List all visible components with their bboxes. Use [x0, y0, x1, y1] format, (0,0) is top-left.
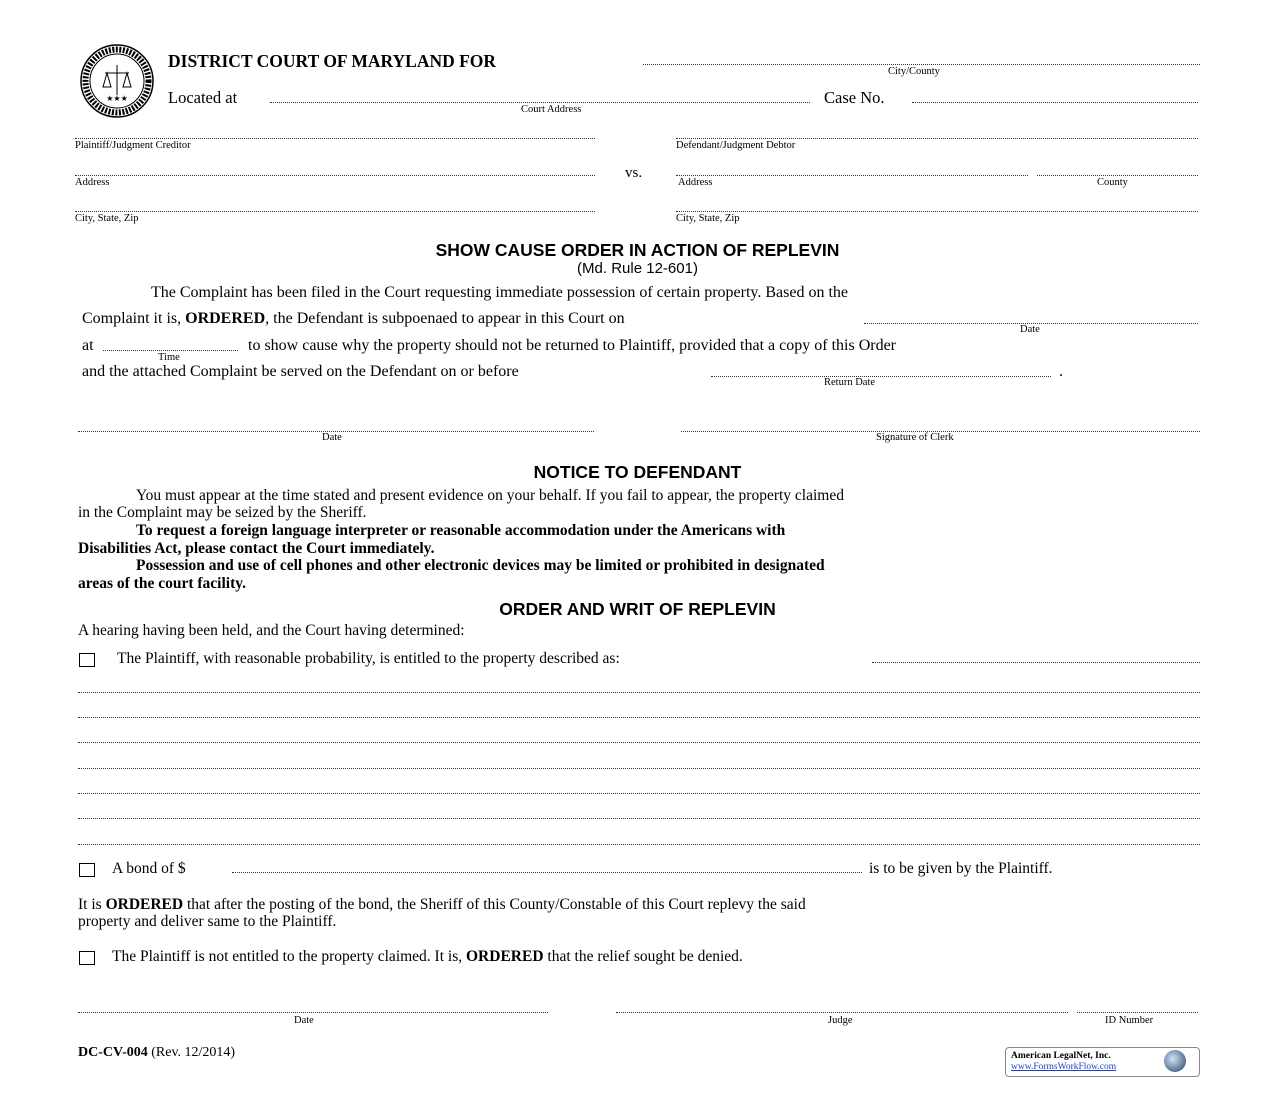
order-text-line: and the attached Complaint be served on the Defendant on or before [82, 363, 519, 380]
entitled-checkbox[interactable] [79, 653, 95, 667]
globe-icon [1164, 1050, 1186, 1072]
case-no-label: Case No. [824, 88, 885, 107]
judge-label: Judge [828, 1015, 853, 1026]
plaintiff-city-label: City, State, Zip [75, 213, 139, 224]
date-label: Date [1020, 324, 1040, 335]
notice-text: You must appear at the time stated and present evidence on your behalf. If you fail to appear, the property claimed [136, 487, 844, 504]
vendor-name: American LegalNet, Inc. [1011, 1051, 1111, 1061]
notice-text: Disabilities Act, please contact the Court immediately. [78, 540, 435, 557]
order-text-line: to show cause why the property should not be returned to Plaintiff, provided that a copy of this Order [248, 337, 897, 354]
plaintiff-address-field[interactable] [75, 175, 595, 176]
writ-intro: A hearing having been held, and the Court having determined: [78, 622, 465, 639]
return-date-label: Return Date [824, 377, 876, 388]
rule-reference: (Md. Rule 12-601) [577, 260, 698, 277]
case-no-field[interactable] [912, 102, 1198, 103]
text: Complaint it is, [82, 310, 186, 327]
plaintiff-address-label: Address [75, 177, 110, 188]
id-number-label: ID Number [1105, 1015, 1154, 1026]
order-text-line: The Complaint has been filed in the Court requesting immediate possession of certain property. Based on the [151, 284, 849, 301]
return-date-field[interactable] [711, 376, 1051, 377]
bond-label: A bond of $ [112, 860, 186, 877]
notice-text: areas of the court facility. [78, 575, 247, 592]
property-description-line[interactable] [78, 742, 1200, 743]
property-description-line[interactable] [78, 768, 1200, 769]
clerk-date-label: Date [322, 432, 342, 443]
property-description-field[interactable] [872, 662, 1200, 663]
writ-title: ORDER AND WRIT OF REPLEVIN [499, 599, 776, 619]
plaintiff-field[interactable] [75, 138, 595, 139]
property-description-line[interactable] [78, 692, 1200, 693]
svg-text:★★★: ★★★ [106, 94, 128, 103]
notice-text: in the Complaint may be seized by the Sheriff. [78, 504, 367, 521]
form-number [78, 1045, 235, 1061]
bond-label-end: is to be given by the Plaintiff. [869, 860, 1053, 877]
ordered-text: property and deliver same to the Plaintiff. [78, 913, 337, 930]
defendant-label: Defendant/Judgment Debtor [676, 140, 796, 151]
property-description-line[interactable] [78, 818, 1200, 819]
located-at-label: Located at [168, 88, 238, 107]
notice-title: NOTICE TO DEFENDANT [533, 462, 742, 482]
court-address-label: Court Address [521, 104, 582, 115]
defendant-county-label: County [1097, 177, 1128, 188]
judge-date-field[interactable] [78, 1012, 548, 1013]
vendor-link[interactable]: www.FormsWorkFlow.com [1011, 1062, 1117, 1072]
ordered-text [78, 896, 806, 914]
text: that the relief sought be denied. [543, 948, 743, 965]
defendant-county-field[interactable] [1037, 175, 1198, 176]
bond-checkbox[interactable] [79, 863, 95, 877]
property-description-line[interactable] [78, 717, 1200, 718]
period: . [1059, 363, 1063, 380]
notice-text: Possession and use of cell phones and other electronic devices may be limited or prohibited in designated [136, 557, 825, 574]
court-address-field[interactable] [270, 102, 810, 103]
plaintiff-city-field[interactable] [75, 211, 595, 212]
form-code: DC-CV-004 [78, 1045, 148, 1060]
order-text-line: at [82, 337, 94, 354]
city-county-label: City/County [888, 66, 940, 77]
not-entitled-label [112, 948, 743, 966]
judge-date-label: Date [294, 1015, 314, 1026]
vs-label: vs. [625, 165, 643, 181]
text: , the Defendant is subpoenaed to appear in this Court on [265, 310, 625, 327]
court-seal-icon [79, 43, 155, 119]
defendant-city-label: City, State, Zip [676, 213, 740, 224]
id-number-field[interactable] [1077, 1012, 1198, 1013]
entitled-label: The Plaintiff, with reasonable probability, is entitled to the property described as: [117, 650, 620, 667]
order-text-line [82, 310, 625, 328]
revision: (Rev. 12/2014) [147, 1045, 236, 1060]
defendant-address-field[interactable] [676, 175, 1028, 176]
court-heading: DISTRICT COURT OF MARYLAND FOR [168, 51, 497, 71]
property-description-line[interactable] [78, 844, 1200, 845]
text: It is [78, 896, 106, 913]
defendant-city-field[interactable] [676, 211, 1198, 212]
not-entitled-checkbox[interactable] [79, 951, 95, 965]
form-title: SHOW CAUSE ORDER IN ACTION OF REPLEVIN [435, 240, 840, 260]
clerk-signature-label: Signature of Clerk [876, 432, 954, 443]
city-county-field[interactable] [643, 64, 1200, 65]
appearance-time-field[interactable] [103, 350, 238, 351]
property-description-line[interactable] [78, 793, 1200, 794]
ordered-bold: ORDERED [105, 896, 184, 913]
defendant-field[interactable] [676, 138, 1198, 139]
notice-text: To request a foreign language interpreter or reasonable accommodation under the Americans with [136, 522, 786, 539]
judge-signature-field[interactable] [616, 1012, 1068, 1013]
bond-amount-field[interactable] [232, 872, 862, 873]
ordered-bold: ORDERED [466, 948, 544, 965]
ordered-bold: ORDERED [185, 310, 266, 327]
text: The Plaintiff is not entitled to the property claimed. It is, [112, 948, 466, 965]
text: that after the posting of the bond, the Sheriff of this County/Constable of this Court replevy the said [183, 896, 806, 913]
plaintiff-label: Plaintiff/Judgment Creditor [75, 140, 191, 151]
time-label: Time [158, 352, 180, 363]
vendor-badge [1005, 1047, 1200, 1077]
defendant-address-label: Address [678, 177, 713, 188]
